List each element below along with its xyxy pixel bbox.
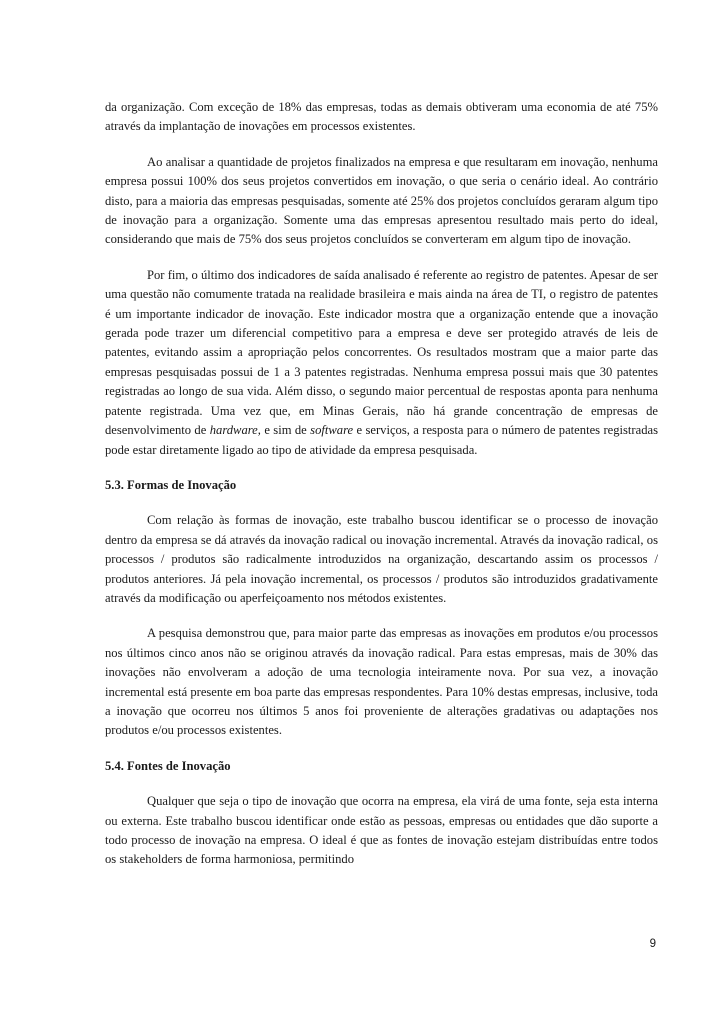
paragraph-continuation: da organização. Com exceção de 18% das empresas, todas as demais obtiveram uma economia de até 75% através da implantação de inovações em processos existentes. xyxy=(105,100,658,134)
page-number: 9 xyxy=(649,938,656,950)
paragraph-research-results: A pesquisa demonstrou que, para maior parte das empresas as inovações em produtos e/ou processos nos últimos cinco anos não se originou através da inovação radical. Para estas empresas, mais de 30% das inovações não envolveram a adoção de uma tecnologia inteiramente nova. Por sua vez, a inovação incremental está presente em boa parte das empresas respondentes. Para 10% destas empresas, inclusive, toda a inovação que ocorreu nos últimos 5 anos foi proveniente de alterações gradativas ou adaptações nos produtos e/ou processos existentes. xyxy=(105,626,658,738)
paragraph-patents-text-1: Por fim, o último dos indicadores de saída analisado é referente ao registro de patentes. Apesar de ser uma questão não comumente tratada na realidade brasileira e mais ainda na área de TI, o registro de patentes é um importante indicador de inovação. Este indicador mostra que a organização entende que a inovação gerada pode trazer um diferencial competitivo para a empresa e deve ser protegido através de leis de patentes, evitando assim a apropriação pelos concorrentes. Os resultados mostram que a maior parte das empresas pesquisadas possui de 1 a 3 patentes registradas. Nenhuma empresa possui mais que 30 patentes registradas ao longo de sua vida. Além disso, o segundo maior percentual de respostas aponta para nenhuma patente registrada. Uma vez que, em Minas Gerais, não há grande concentração de empresas de desenvolvimento de xyxy=(105,267,658,438)
paragraph-patents xyxy=(105,266,658,460)
paragraph-innovation-sources: Qualquer que seja o tipo de inovação que ocorra na empresa, ela virá de uma fonte, seja esta interna ou externa. Este trabalho buscou identificar onde estão as pessoas, empresas ou entidades que dão suporte a todo processo de inovação na empresa. O ideal é que as fontes de inovação estejam distribuídas entre todos os stakeholders de forma harmoniosa, permitindo xyxy=(105,794,658,867)
software-term: software xyxy=(310,423,354,438)
body-text xyxy=(105,98,658,886)
paragraph-patents-text-2: e sim de xyxy=(260,423,311,438)
hardware-term: hardware, xyxy=(209,423,261,438)
paragraph-patents-text-3: e serviços, a resposta para o número de patentes registradas pode estar diretamente ligado ao tipo de atividade da empresa pesquisada. xyxy=(105,423,658,457)
paragraph-projects-innovation: Ao analisar a quantidade de projetos finalizados na empresa e que resultaram em inovação, nenhuma empresa possui 100% dos seus projetos convertidos em inovação, o que seria o cenário ideal. Ao contrário disto, para a maioria das empresas pesquisadas, somente até 25% dos projetos concluídos geraram algum tipo de inovação para a organização. Somente uma das empresas apresentou resultado mais perto do ideal, considerando que mais de 75% dos seus projetos concluídos se converteram em algum tipo de inovação. xyxy=(105,154,658,247)
section-heading-5-4: 5.4. Fontes de Inovação xyxy=(105,758,231,773)
section-heading-5-3: 5.3. Formas de Inovação xyxy=(105,477,237,492)
paragraph-innovation-forms: Com relação às formas de inovação, este trabalho buscou identificar se o processo de inovação dentro da empresa se dá através da inovação radical ou inovação incremental. Através da inovação radical, os processos / produtos são radicalmente introduzidos na organização, descartando assim os processos / produtos anteriores. Já pela inovação incremental, os processos / produtos são introduzidos gradativamente através da modificação ou aperfeiçoamento nos métodos existentes. xyxy=(105,513,658,605)
